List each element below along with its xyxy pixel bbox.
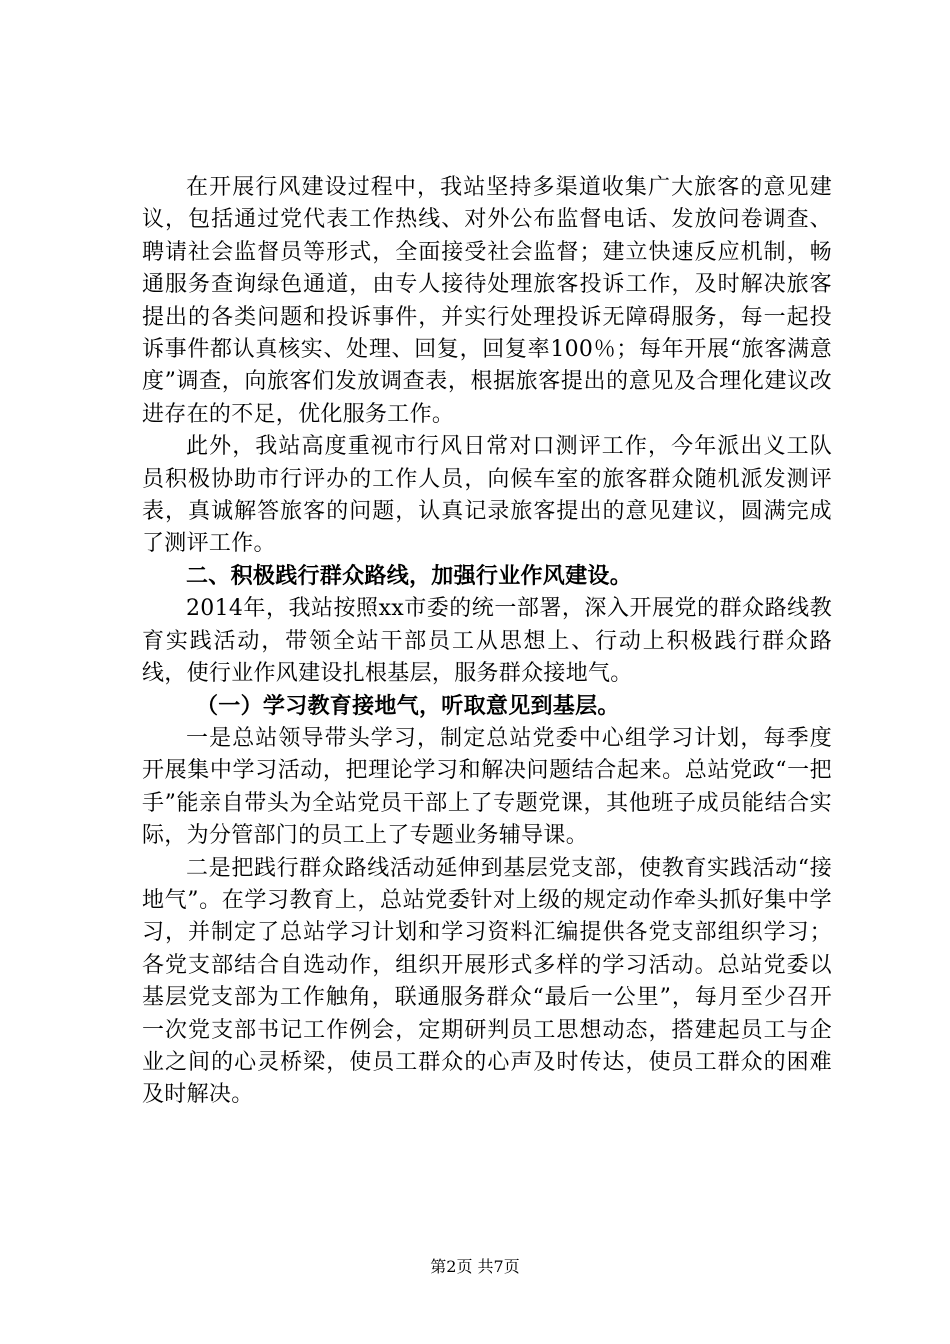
- page-number-footer: 第2页 共7页: [430, 1257, 520, 1276]
- document-body: [142, 172, 832, 1112]
- paragraph-grassroots-branches: 二是把践行群众路线活动延伸到基层党支部，使教育实践活动“接地气”。在学习教育上，总站党委针对上级的规定动作牵头抓好集中学习，并制定了总站学习计划和学习资料汇编提供各党支部组织学习；各党支部结合自选动作，组织开展形式多样的学习活动。总站党委以基层党支部为工作触角，联通服务群众“最后一公里”，每月至少召开一次党支部书记工作例会，定期研判员工思想动态，搭建起员工与企业之间的心灵桥梁，使员工群众的心声及时传达，使员工群众的困难及时解决。: [142, 855, 832, 1108]
- subsection-heading-1: （一）学习教育接地气，听取意见到基层。: [196, 693, 620, 719]
- paragraph-mass-line: 2014年，我站按照xx市委的统一部署，深入开展党的群众路线教育实践活动，带领全站干部员工从思想上、行动上积极践行群众路线，使行业作风建设扎根基层，服务群众接地气。: [142, 596, 832, 687]
- section-heading-2: 二、积极践行群众路线，加强行业作风建设。: [186, 563, 633, 589]
- paragraph-feedback-channels: 在开展行风建设过程中，我站坚持多渠道收集广大旅客的意见建议，包括通过党代表工作热线、对外公布监督电话、发放问卷调查、聘请社会监督员等形式，全面接受社会监督；建立快速反应机制，畅通服务查询绿色通道，由专人接待处理旅客投诉工作，及时解决旅客提出的各类问题和投诉事件，并实行处理投诉无障碍服务，每一起投诉事件都认真核实、处理、回复，回复率100％；每年开展“旅客满意度”调查，向旅客们发放调查表，根据旅客提出的意见及合理化建议改进存在的不足，优化服务工作。: [142, 175, 832, 427]
- paragraph-leadership-study: 一是总站领导带头学习，制定总站党委中心组学习计划，每季度开展集中学习活动，把理论学习和解决问题结合起来。总站党政“一把手”能亲自带头为全站党员干部上了专题党课，其他班子成员能结合实际，为分管部门的员工上了专题业务辅导课。: [142, 725, 832, 849]
- paragraph-evaluation-work: 此外，我站高度重视市行风日常对口测评工作，今年派出义工队员积极协助市行评办的工作人员，向候车室的旅客群众随机派发测评表，真诚解答旅客的问题，认真记录旅客提出的意见建议，圆满完成了测评工作。: [142, 434, 832, 557]
